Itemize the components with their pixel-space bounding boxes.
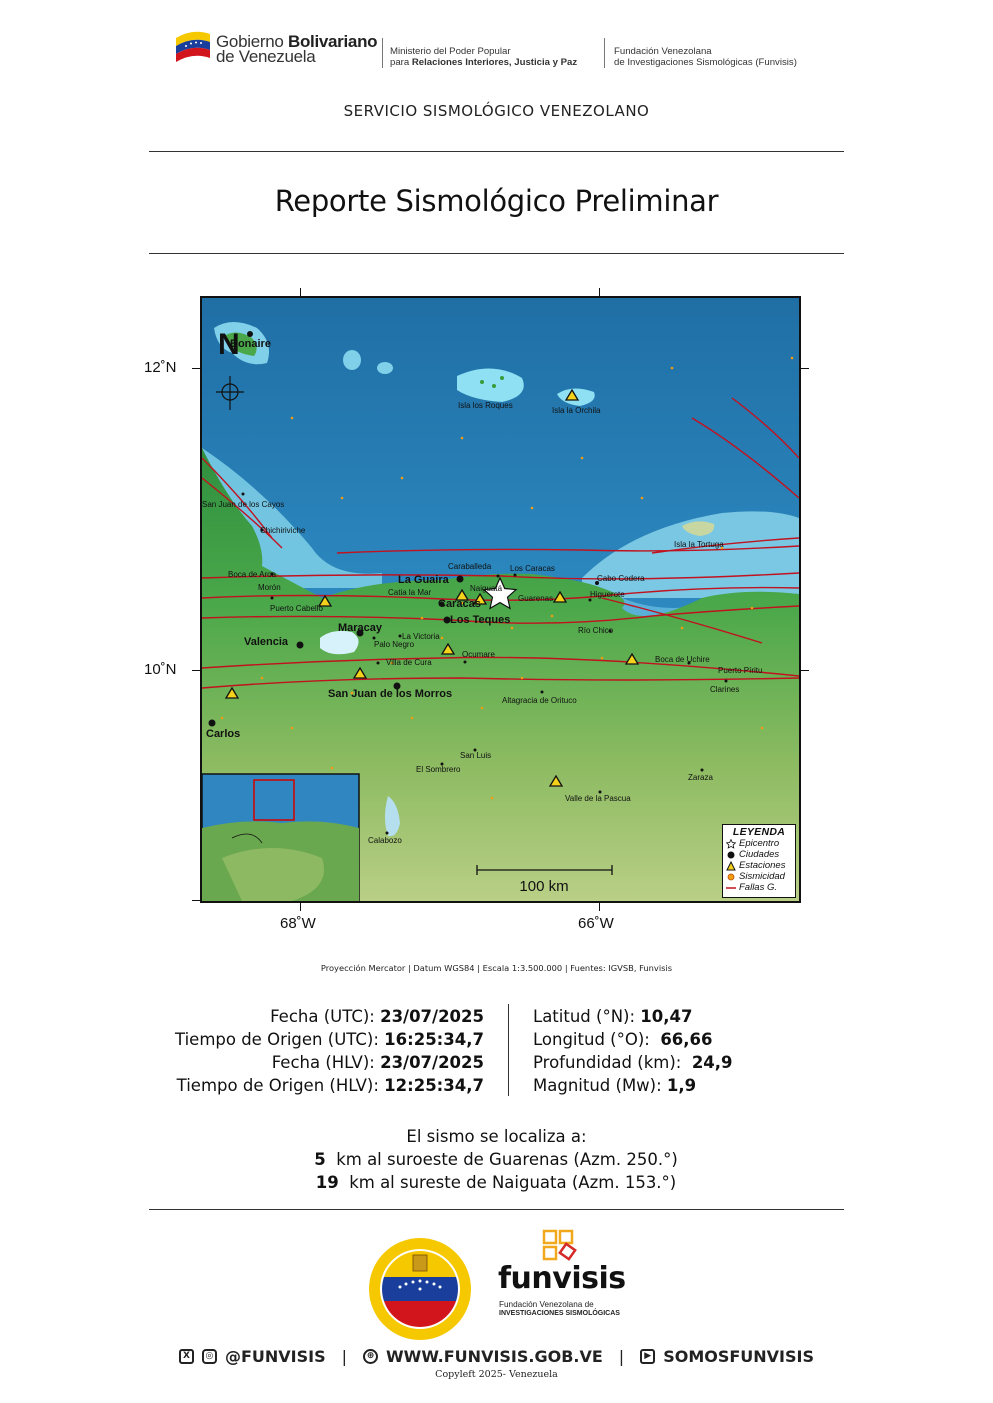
funvisis-name: Fundación Venezolana de Investigaciones Sismológicas (Funvisis): [614, 46, 797, 68]
place-label: Caraballeda: [448, 562, 492, 571]
lon-label: 66˚W: [578, 915, 614, 932]
web-icon[interactable]: ⊕: [363, 1349, 378, 1364]
place-label: Altagracia de Orituco: [502, 696, 577, 705]
origin-time-utc-row: Tiempo de Origen (UTC): 16:25:34,7: [175, 1030, 484, 1049]
lake-valencia: [320, 631, 359, 654]
funvisis-mark-icon: [542, 1229, 580, 1265]
place-label: Isla la Orchila: [552, 406, 601, 415]
youtube-icon[interactable]: ▶: [640, 1349, 655, 1364]
place-label: Valencia: [244, 636, 289, 648]
social-handle[interactable]: @FUNVISIS: [224, 1347, 326, 1366]
place-label: San Juan de los Morros: [328, 688, 453, 700]
funvisis-logo: [498, 1229, 628, 1325]
legend-row: [726, 860, 792, 871]
place-label: Los Caracas: [510, 564, 555, 573]
place-label: Isla los Roques: [458, 401, 513, 410]
lat-tick: [801, 670, 809, 671]
location-line: 5 km al suroeste de Guarenas (Azm. 250.°): [314, 1150, 678, 1169]
star-icon: [726, 839, 736, 849]
origin-time-hlv-row: Tiempo de Origen (HLV): 12:25:34,7: [176, 1076, 484, 1095]
place-label: Puerto Píritu: [718, 666, 763, 675]
date-utc-row: Fecha (UTC): 23/07/2025: [270, 1007, 484, 1026]
longitude-row: Longitud (°O): 66,66: [533, 1030, 713, 1049]
date-hlv-row: Fecha (HLV): 23/07/2025: [271, 1053, 484, 1072]
place-label: Ocumare: [462, 650, 495, 659]
youtube-handle[interactable]: SOMOSFUNVISIS: [663, 1347, 815, 1366]
place-label: Calabozo: [368, 836, 402, 845]
separator: |: [341, 1347, 348, 1366]
legend-label: Epicentro: [739, 838, 780, 849]
place-label: Carlos: [206, 728, 241, 740]
depth-row: Profundidad (km): 24,9: [533, 1053, 733, 1072]
gov-name: Gobierno Bolivariano de Venezuela: [216, 32, 378, 66]
separator: |: [618, 1347, 625, 1366]
place-label: Boca de Aroa: [228, 570, 277, 579]
place-label: San Juan de los Cayos: [202, 500, 285, 509]
place-label: Clarines: [710, 685, 740, 694]
place-label: Higuerote: [590, 590, 625, 599]
social-links: [0, 1347, 993, 1366]
lon-tick: [599, 288, 600, 296]
map-legend: [722, 824, 796, 898]
place-label: San Luis: [460, 751, 492, 760]
lat-tick: [192, 368, 200, 369]
island: [377, 362, 393, 374]
funvisis-wordmark: funvisis: [498, 1261, 626, 1296]
lat-tick: [192, 900, 200, 901]
lat-label: 12˚N: [144, 359, 177, 376]
legend-row: [726, 838, 792, 849]
place-label: La Victoria: [402, 632, 440, 641]
island: [343, 350, 361, 370]
location-line: 19 km al sureste de Naiguata (Azm. 153.°): [315, 1173, 677, 1192]
service-name: SERVICIO SISMOLÓGICO VENEZOLANO: [343, 102, 650, 120]
latitude-row: Latitud (°N): 10,47: [533, 1007, 693, 1026]
ministry-name: Ministerio del Poder Popular para Relaciones Interiores, Justicia y Paz: [390, 46, 578, 68]
legend-label: Fallas G.: [739, 882, 778, 893]
divider: [149, 253, 844, 254]
place-label: Morón: [258, 583, 281, 592]
map-caption: Proyección Mercator | Datum WGS84 | Escala 1:3.500.000 | Fuentes: IGVSB, Funvisis: [320, 963, 673, 973]
lat-tick: [192, 670, 200, 671]
lon-tick: [599, 903, 600, 911]
seismicity-icon: [726, 872, 736, 882]
inset-map: [202, 774, 359, 901]
header-divider: [382, 38, 383, 68]
place-label: Caracas: [438, 598, 481, 610]
legend-label: Sismicidad: [739, 871, 785, 882]
seismic-map: [200, 296, 801, 903]
map-canvas: [202, 298, 799, 901]
scale-label: 100 km: [519, 878, 569, 895]
magnitude-row: Magnitud (Mw): 1,9: [533, 1076, 697, 1095]
place-label: Catia la Mar: [388, 588, 432, 597]
north-label: N: [218, 328, 240, 361]
legend-row: [726, 871, 792, 882]
place-label: Puerto Cabello: [270, 604, 323, 613]
legend-label: Estaciones: [739, 860, 786, 871]
venezuela-flag-logo: [174, 28, 212, 64]
lon-tick: [300, 903, 301, 911]
place-label: Bonaire: [230, 338, 271, 350]
place-label: Palo Negro: [374, 640, 415, 649]
lon-tick: [300, 288, 301, 296]
place-label: Villa de Cura: [386, 658, 432, 667]
funvisis-subtitle: Fundación Venezolana de INVESTIGACIONES SISMOLÓGICAS: [499, 1300, 620, 1317]
place-label: Zaraza: [688, 773, 713, 782]
report-left-column: [100, 1005, 484, 1097]
place-label: Río Chico: [578, 626, 614, 635]
legend-label: Ciudades: [739, 849, 780, 860]
header-divider: [604, 38, 605, 68]
lon-label: 68˚W: [280, 915, 316, 932]
instagram-icon[interactable]: ◎: [202, 1349, 217, 1364]
legend-row: [726, 882, 792, 893]
place-label: Cabo Codera: [597, 574, 645, 583]
legend-title: LEYENDA: [732, 826, 786, 838]
ministry-seal-logo: [368, 1237, 472, 1341]
place-label: Boca de Uchire: [655, 655, 710, 664]
copyleft: Copyleft 2025- Venezuela: [435, 1369, 558, 1380]
report-right-column: [533, 1005, 833, 1097]
header-logos: [174, 26, 814, 72]
place-label: La Guaira: [398, 574, 449, 586]
fault-line-icon: [726, 883, 736, 893]
place-label: Isla la Tortuga: [674, 540, 724, 549]
place-label: Maracay: [338, 622, 383, 634]
place-label: Naiguatá: [470, 584, 503, 593]
x-icon[interactable]: X: [179, 1349, 194, 1364]
legend-row: [726, 849, 792, 860]
location-intro: El sismo se localiza a:: [406, 1127, 587, 1146]
place-label: Chichiriviche: [260, 526, 306, 535]
place-label: Los Teques: [450, 614, 511, 626]
divider: [149, 151, 844, 152]
lat-label: 10˚N: [144, 661, 177, 678]
place-label: El Sombrero: [416, 765, 461, 774]
place-label: Guarenas: [518, 594, 554, 603]
website-link[interactable]: WWW.FUNVISIS.GOB.VE: [386, 1347, 603, 1366]
column-divider: [508, 1004, 509, 1096]
place-label: Valle de la Pascua: [565, 794, 631, 803]
divider: [149, 1209, 844, 1210]
page-title: Reporte Sismológico Preliminar: [274, 184, 719, 218]
triangle-icon: [726, 861, 736, 871]
lat-tick: [801, 368, 809, 369]
dot-icon: [726, 850, 736, 860]
